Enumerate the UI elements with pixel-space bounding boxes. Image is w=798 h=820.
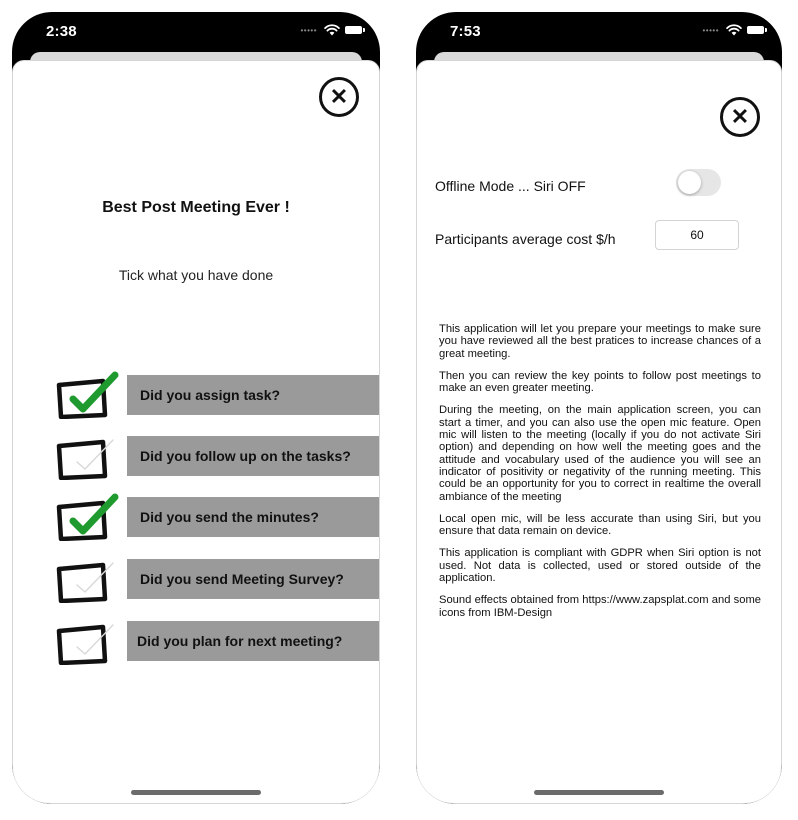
phone-screen-settings xyxy=(416,12,782,804)
checkbox-unchecked-icon[interactable] xyxy=(53,432,123,480)
close-button[interactable] xyxy=(319,77,359,117)
close-icon: ✕ xyxy=(329,83,349,109)
app-description xyxy=(439,323,761,629)
battery-icon xyxy=(345,26,362,34)
status-bar xyxy=(12,12,380,54)
signal-dots-icon: ••••• xyxy=(702,25,719,35)
phone-screen-checklist xyxy=(12,12,380,804)
wifi-icon xyxy=(726,24,742,36)
signal-dots-icon: ••••• xyxy=(300,25,317,35)
checkbox-checked-icon[interactable] xyxy=(53,493,123,541)
offline-mode-label: Offline Mode ... Siri OFF xyxy=(435,178,586,194)
checklist-item[interactable] xyxy=(13,434,379,478)
checklist-item-label[interactable]: Did you send the minutes? xyxy=(127,497,379,537)
toggle-knob xyxy=(678,171,701,194)
offline-mode-toggle[interactable] xyxy=(676,169,721,196)
cost-label: Participants average cost $/h xyxy=(435,231,616,247)
checklist-item[interactable] xyxy=(13,495,379,539)
checkbox-unchecked-icon[interactable] xyxy=(53,617,123,665)
battery-icon xyxy=(747,26,764,34)
description-paragraph: This application is compliant with GDPR when Siri option is not used. Not data is collected, used or stored outside of the application. xyxy=(439,547,761,585)
status-bar xyxy=(416,12,782,54)
home-indicator xyxy=(131,790,261,795)
description-paragraph: Local open mic, will be less accurate than using Siri, but you ensure that data remain on device. xyxy=(439,512,761,538)
checklist-item-label[interactable]: Did you plan for next meeting? xyxy=(127,621,379,661)
settings-sheet xyxy=(416,60,782,804)
description-paragraph: Then you can review the key points to follow post meetings to make an even greater meeting. xyxy=(439,369,761,395)
checkbox-unchecked-icon[interactable] xyxy=(53,555,123,603)
checkbox-checked-icon[interactable] xyxy=(53,371,123,419)
status-icons xyxy=(300,24,362,36)
description-paragraph: Sound effects obtained from https://www.zapsplat.com and some icons from IBM-Design xyxy=(439,594,761,619)
status-icons xyxy=(702,24,764,36)
close-icon: ✕ xyxy=(730,103,750,129)
description-paragraph: During the meeting, on the main application screen, you can start a timer, and you can also use the open mic feature. Open mic will listen to the meeting (locally if you do not activate Siri option) and depending on how well the meeting goes and the attitude and vocabulary used of the audience you will see an indicator of positivity or negativity of the running meeting. This could be an opportunity for you to correct in realtime the overall ambiance of the meeting xyxy=(439,404,761,503)
wifi-icon xyxy=(324,24,340,36)
status-time: 2:38 xyxy=(46,23,77,40)
close-button[interactable] xyxy=(720,97,760,137)
checklist-item[interactable] xyxy=(13,373,379,417)
cost-input[interactable] xyxy=(655,220,739,250)
page-subtitle: Tick what you have done xyxy=(118,267,274,283)
checklist-item-label[interactable]: Did you assign task? xyxy=(127,375,379,415)
status-time: 7:53 xyxy=(450,23,481,40)
checklist-item-label[interactable]: Did you send Meeting Survey? xyxy=(127,559,379,599)
home-indicator xyxy=(534,790,664,795)
page-title: Best Post Meeting Ever ! xyxy=(102,199,290,216)
checklist-item[interactable] xyxy=(13,557,379,601)
checklist-item-label[interactable]: Did you follow up on the tasks? xyxy=(127,436,379,476)
checklist-sheet xyxy=(12,60,380,804)
description-paragraph: This application will let you prepare your meetings to make sure you have reviewed all the best pratices to increase chances of a great meeting. xyxy=(439,323,761,360)
checklist-item[interactable] xyxy=(13,619,379,663)
